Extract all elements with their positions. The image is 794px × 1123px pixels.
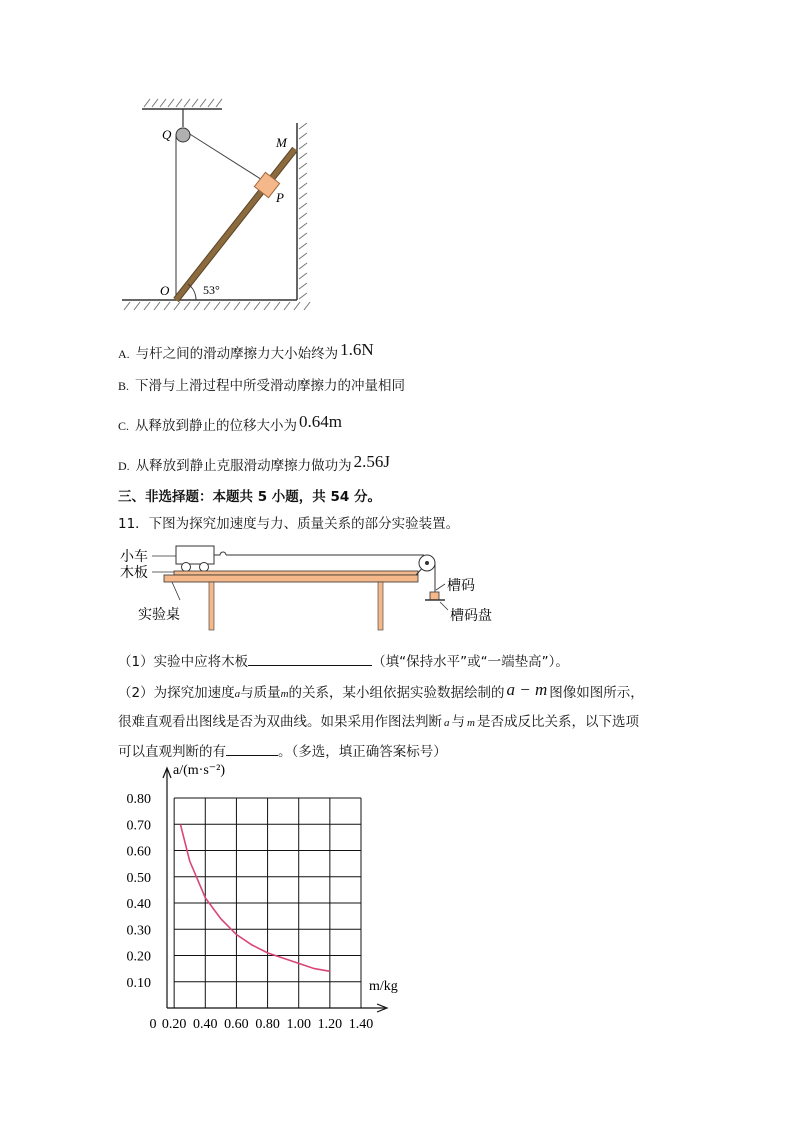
option-a-text: 与杆之间的滑动摩擦力大小始终为 bbox=[135, 346, 339, 362]
x-tick-label: 0.40 bbox=[193, 1017, 218, 1032]
part2-text-b: 与质量 bbox=[240, 685, 281, 701]
cart bbox=[176, 546, 214, 564]
option-a[interactable] bbox=[118, 340, 374, 362]
label-pan: 槽码盘 bbox=[450, 608, 492, 624]
ceiling-hatch bbox=[144, 99, 222, 107]
y-tick-label: 0.70 bbox=[126, 818, 151, 834]
part2-answer-blank[interactable] bbox=[226, 743, 278, 756]
part1-prefix: （1）实验中应将木板 bbox=[118, 654, 249, 670]
var-a-2: a bbox=[444, 717, 450, 729]
x-tick-label: 0.60 bbox=[224, 1017, 249, 1032]
option-d-letter: D. bbox=[118, 459, 130, 473]
option-c[interactable] bbox=[118, 412, 342, 434]
part2-text-i: 。（多选，填正确答案标号） bbox=[278, 744, 447, 760]
option-c-text: 从释放到静止的位移大小为 bbox=[135, 418, 298, 434]
angle-label: 53° bbox=[203, 283, 220, 297]
option-b-letter: B. bbox=[118, 379, 130, 393]
label-cart: 小车 bbox=[120, 549, 148, 565]
q11-part2-line2 bbox=[118, 710, 639, 730]
option-a-letter: A. bbox=[118, 347, 130, 361]
pulley bbox=[176, 128, 190, 142]
option-a-value: 1.6N bbox=[340, 340, 374, 359]
floor-hatch bbox=[124, 302, 310, 310]
part2-text-f: 与 bbox=[451, 714, 465, 730]
y-axis-label: a/(m·s⁻²) bbox=[173, 763, 226, 778]
option-c-value: 0.64m bbox=[299, 412, 342, 431]
part2-text-d: 图像如图所示， bbox=[549, 685, 644, 701]
y-tick-label: 0.10 bbox=[126, 975, 151, 991]
chart-axes bbox=[163, 768, 387, 1012]
a-m-label: a − m bbox=[506, 680, 548, 699]
x-tick-label: 0 bbox=[149, 1017, 157, 1032]
q11-part2-line1 bbox=[118, 680, 644, 701]
series-line-a-m bbox=[180, 824, 330, 971]
part2-text-h: 可以直观判断的有 bbox=[118, 744, 226, 760]
a-m-chart bbox=[110, 762, 430, 1032]
option-b[interactable] bbox=[118, 374, 405, 394]
incline-figure bbox=[110, 95, 330, 320]
y-tick-label: 0.80 bbox=[126, 792, 151, 807]
x-axis-label: m/kg bbox=[369, 979, 398, 994]
x-tick-label: 0.80 bbox=[255, 1017, 280, 1032]
label-q: Q bbox=[162, 127, 172, 142]
var-m: m bbox=[280, 688, 289, 700]
board bbox=[174, 571, 418, 575]
x-tick-label: 1.40 bbox=[348, 1017, 374, 1032]
table-leg-right bbox=[378, 582, 383, 630]
label-p: P bbox=[276, 190, 284, 205]
q11-part2-line3 bbox=[118, 740, 447, 760]
q11-part1 bbox=[118, 650, 569, 670]
y-tick-label: 0.20 bbox=[126, 949, 151, 965]
label-board: 木板 bbox=[120, 565, 148, 581]
part2-text-g: 是否成反比关系，以下选项 bbox=[476, 714, 639, 730]
label-weights: 槽码 bbox=[447, 578, 475, 594]
x-tick-label: 1.20 bbox=[317, 1017, 343, 1032]
option-c-letter: C. bbox=[118, 419, 130, 433]
var-m-2: m bbox=[467, 717, 475, 729]
apparatus-figure bbox=[116, 540, 492, 636]
chart-ticks bbox=[127, 792, 374, 1032]
option-b-text: 下滑与上滑过程中所受滑动摩擦力的冲量相同 bbox=[135, 378, 406, 394]
y-tick-label: 0.40 bbox=[126, 897, 151, 912]
part1-suffix: （填“保持水平”或“一端垫高”）。 bbox=[372, 654, 569, 670]
table-top bbox=[164, 575, 418, 582]
part2-text-e: 很难直观看出图线是否为双曲线。如果采用作图法判断 bbox=[118, 714, 442, 730]
chart-grid bbox=[174, 798, 361, 1008]
option-d-text: 从释放到静止克服滑动摩擦力做功为 bbox=[135, 458, 352, 474]
y-tick-label: 0.60 bbox=[126, 844, 151, 860]
q11-stem: 11．下图为探究加速度与力、质量关系的部分实验装置。 bbox=[118, 516, 460, 532]
weight bbox=[430, 592, 439, 600]
label-m: M bbox=[276, 135, 287, 150]
y-tick-label: 0.30 bbox=[126, 923, 151, 939]
part1-answer-blank[interactable] bbox=[248, 653, 372, 666]
x-tick-label: 0.20 bbox=[161, 1017, 187, 1032]
rod bbox=[176, 149, 295, 300]
part2-text-c: 的关系，某小组依据实验数据绘制的 bbox=[288, 685, 505, 701]
string bbox=[185, 131, 267, 183]
label-table: 实验桌 bbox=[138, 607, 180, 623]
var-a: a bbox=[234, 688, 241, 700]
label-o: O bbox=[160, 283, 170, 298]
option-d[interactable] bbox=[118, 452, 390, 474]
x-tick-label: 1.00 bbox=[286, 1017, 311, 1032]
part2-text-a: （2）为探究加速度 bbox=[118, 685, 235, 701]
option-d-value: 2.56J bbox=[353, 452, 391, 471]
table-leg-left bbox=[209, 582, 214, 630]
section-title: 三、非选择题：本题共 5 小题，共 54 分。 bbox=[118, 489, 381, 505]
wall-hatch bbox=[299, 123, 307, 299]
y-tick-label: 0.50 bbox=[126, 870, 151, 886]
